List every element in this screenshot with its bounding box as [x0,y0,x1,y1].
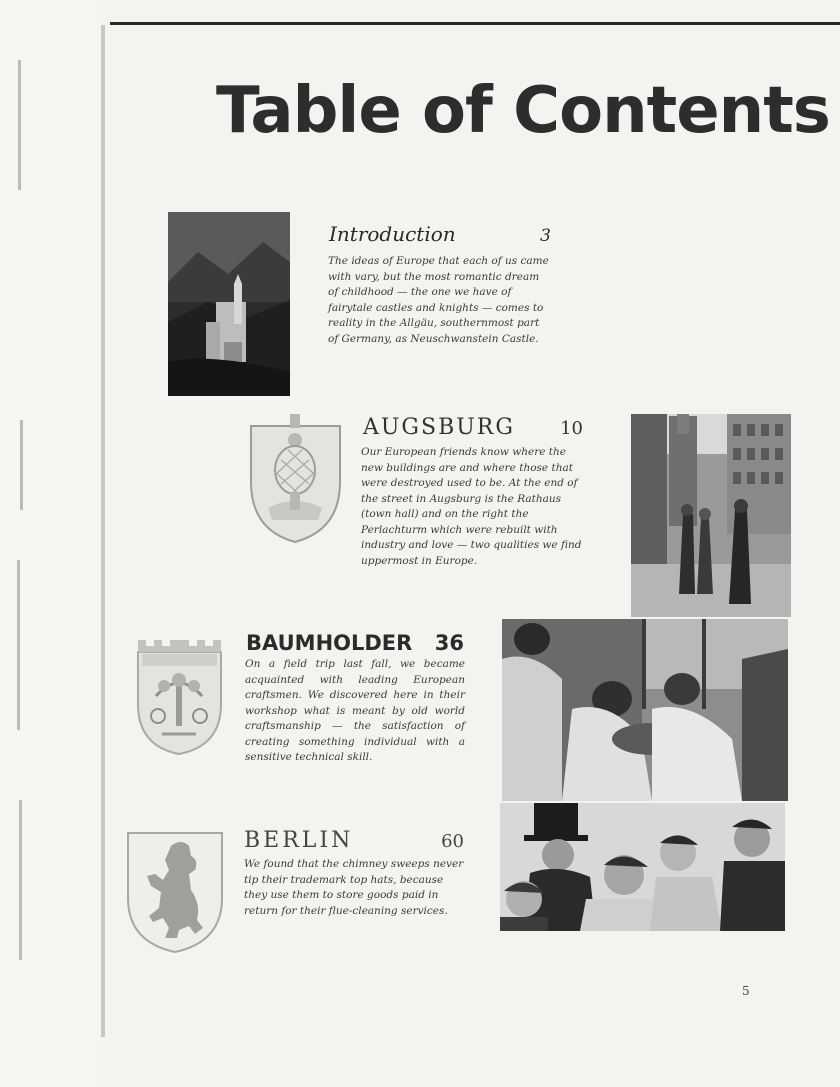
entry-page: 36 [434,631,464,655]
scan-streak [17,560,20,730]
entry-description: Our European friends know where the new buildings are and where those that were destroyed used to be. At the end of the street in Augsburg is the Rathaus (town hall) and on the right the Perlachturm which were rebuilt with industry and love — two qualities we find uppermost in Europe. [361,446,582,567]
page-top-edge [110,22,840,25]
augsburg-street-photo [631,414,791,617]
left-margin [0,0,100,1087]
toc-entry-augsburg[interactable] [363,415,583,440]
entry-page: 3 [540,226,551,246]
castle-photo [168,212,290,396]
berlin-bear-crest-icon [125,830,225,955]
entry-title: Introduction [329,222,456,246]
entry-title: AUGSBURG [363,415,515,440]
page-title: Table of Contents [216,74,830,148]
augsburg-crest-icon [248,412,343,544]
entry-description: We found that the chimney sweeps never tip their trademark top hats, because they use them to store goods paid in return for their flue-cleaning services. [244,858,464,917]
scan-streak [18,60,21,190]
page-number: 5 [742,984,750,998]
toc-entry-baumholder[interactable] [246,631,464,655]
entry-description: The ideas of Europe that each of us came with vary, but the most romantic dream of childhood — the one we have of fairytale castles and knights — comes to reality in the Allgäu, southernmost part of Germany, as Neuschwanstein Castle. [328,255,549,345]
chimney-sweeps-photo [500,803,785,931]
entry-title: BERLIN [244,828,354,853]
baumholder-crest-icon [136,634,223,756]
toc-entry-berlin[interactable] [244,828,464,853]
workshop-photo [502,619,788,801]
scan-streak [19,800,22,960]
entry-title: BAUMHOLDER [246,631,413,655]
entry-page: 10 [560,418,583,439]
entry-description: On a field trip last fall, we became acquainted with leading European craftsmen. We discovered here in their workshop what is meant by old world craftsmanship — the satisfaction of creating something individual with a sensitive technical skill. [245,658,465,763]
scan-streak [20,420,23,510]
page-spine [101,25,105,1037]
entry-page: 60 [441,831,464,852]
toc-entry-introduction[interactable] [329,222,551,246]
